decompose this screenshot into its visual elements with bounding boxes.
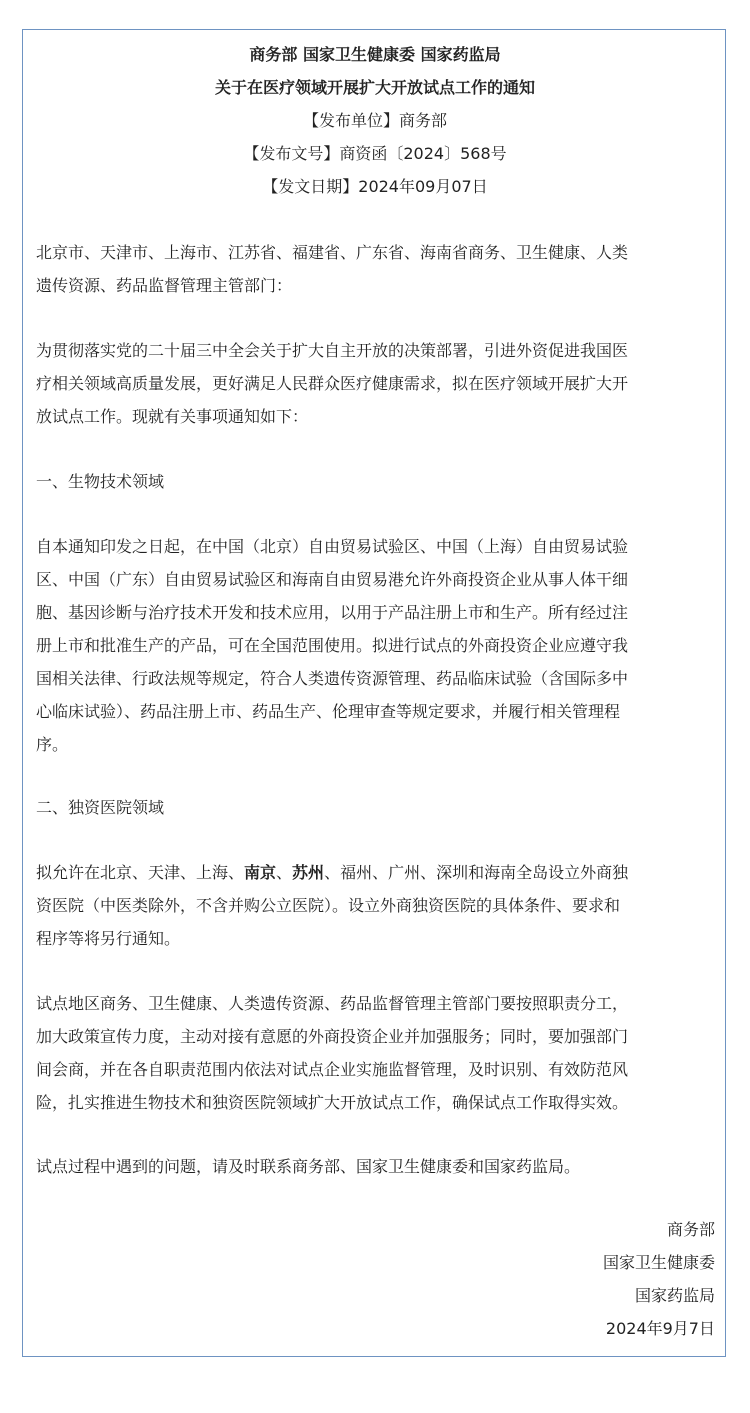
section2-text: 、: [276, 863, 293, 882]
document-number: 【发布文号】商资函〔2024〕568号: [243, 144, 507, 163]
city-suzhou: 苏州: [292, 863, 325, 882]
section2-line: 资医院（中医类除外，不含并购公立医院）。设立外商独资医院的具体条件、要求和: [36, 896, 621, 915]
issue-date: 【发文日期】2024年09月07日: [262, 177, 488, 196]
document-title: 关于在医疗领域开展扩大开放试点工作的通知: [214, 78, 535, 97]
section1-line: 自本通知印发之日起，在中国（北京）自由贸易试验区、中国（上海）自由贸易试验: [36, 537, 629, 556]
addressee-line: 遗传资源、药品监督管理主管部门：: [36, 276, 293, 295]
city-nanjing: 南京: [244, 863, 277, 882]
section2-heading: [36, 791, 716, 824]
section1-line: 心临床试验）、药品注册上市、药品生产、伦理审查等规定要求，并履行相关管理程: [36, 702, 621, 721]
section1-line: 国相关法律、行政法规等规定，符合人类遗传资源管理、药品临床试验（含国际多中: [36, 669, 629, 688]
addressee-paragraph: [36, 236, 716, 302]
implementation-line: 间会商，并在各自职责范围内依法对试点企业实施监督管理，及时识别、有效防范风: [36, 1060, 629, 1079]
signature-org-nhc: 国家卫生健康委: [602, 1253, 715, 1272]
section2-paragraph: [36, 856, 716, 955]
section1-line: 胞、基因诊断与治疗技术开发和技术应用，以用于产品注册上市和生产。所有经过注: [36, 603, 629, 622]
section2-line: [36, 856, 716, 889]
intro-line: 放试点工作。现就有关事项通知如下：: [36, 407, 309, 426]
contact-line: 试点过程中遇到的问题，请及时联系商务部、国家卫生健康委和国家药监局。: [36, 1157, 581, 1176]
section2-line: 程序等将另行通知。: [36, 929, 181, 948]
intro-line: 疗相关领域高质量发展，更好满足人民群众医疗健康需求，拟在医疗领域开展扩大开: [36, 374, 629, 393]
intro-line: 为贯彻落实党的二十届三中全会关于扩大自主开放的决策部署，引进外资促进我国医: [36, 341, 629, 360]
section2-text: 拟允许在北京、天津、上海、: [36, 863, 245, 882]
implementation-line: 险，扎实推进生物技术和独资医院领域扩大开放试点工作，确保试点工作取得实效。: [36, 1093, 629, 1112]
issuing-agencies: 商务部 国家卫生健康委 国家药监局: [249, 45, 501, 64]
implementation-line: 试点地区商务、卫生健康、人类遗传资源、药品监督管理主管部门要按照职责分工，: [36, 994, 629, 1013]
addressee-line: 北京市、天津市、上海市、江苏省、福建省、广东省、海南省商务、卫生健康、人类: [36, 243, 629, 262]
section2-title: 二、独资医院领域: [36, 798, 165, 817]
section1-line: 册上市和批准生产的产品，可在全国范围使用。拟进行试点的外商投资企业应遵守我: [36, 636, 629, 655]
signature-org-mofcom: 商务部: [666, 1220, 715, 1239]
intro-paragraph: [36, 334, 716, 433]
section1-line: 区、中国（广东）自由贸易试验区和海南自由贸易港允许外商投资企业从事人体干细: [36, 570, 629, 589]
contact-paragraph: [36, 1150, 716, 1183]
signature-org-nmpa: 国家药监局: [634, 1286, 715, 1305]
section1-heading: [36, 465, 716, 498]
implementation-line: 加大政策宣传力度，主动对接有意愿的外商投资企业并加强服务；同时，要加强部门: [36, 1027, 629, 1046]
section1-line: 序。: [36, 735, 69, 754]
section1-paragraph: [36, 530, 716, 761]
implementation-paragraph: [36, 987, 716, 1119]
signature-date: 2024年9月7日: [605, 1319, 715, 1338]
section2-text: 、福州、广州、深圳和海南全岛设立外商独: [324, 863, 629, 882]
section1-title: 一、生物技术领域: [36, 472, 165, 491]
publisher: 【发布单位】商务部: [302, 111, 447, 130]
